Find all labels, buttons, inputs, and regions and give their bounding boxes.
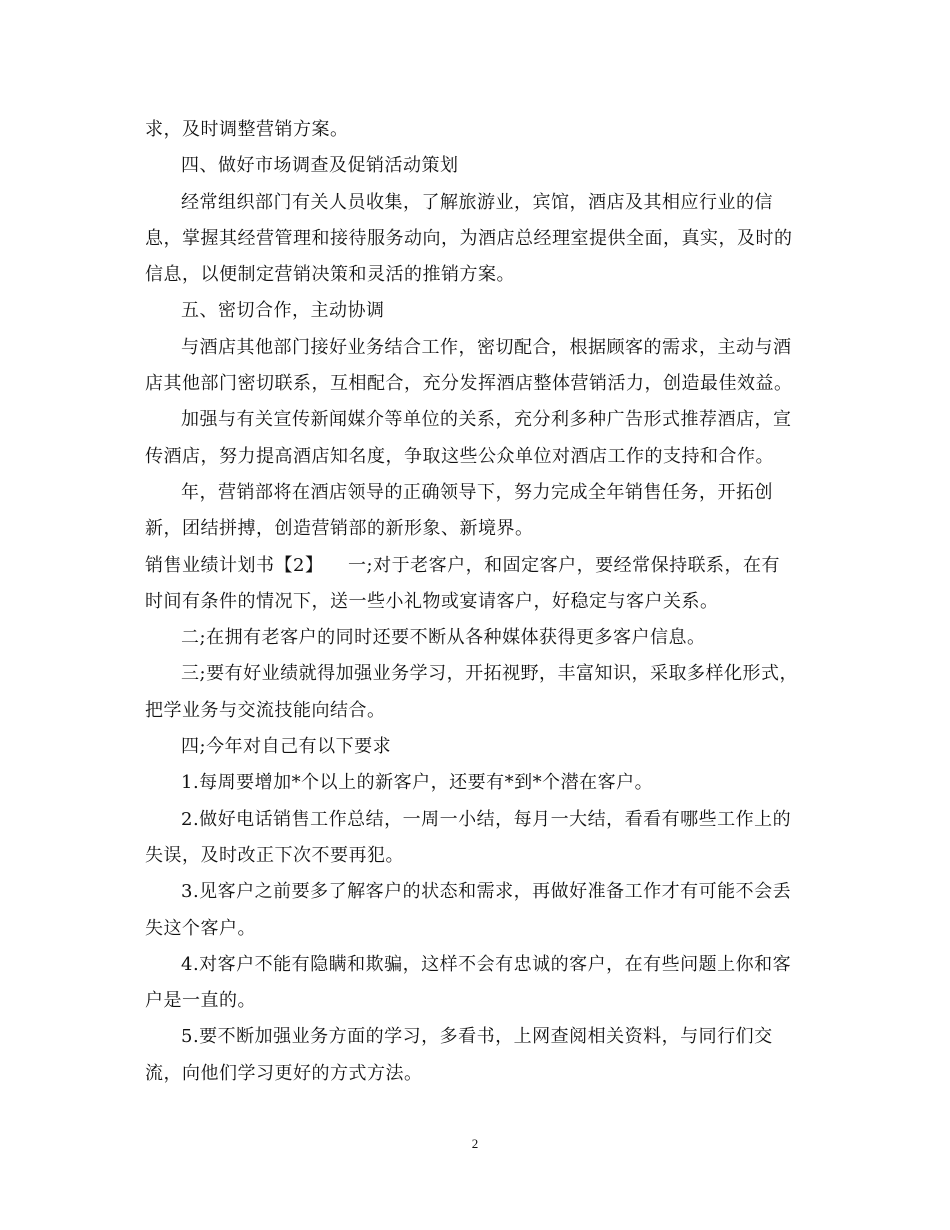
paragraph-line: 一;对于老客户，和固定客户，要经常保持联系，在有 (348, 554, 781, 576)
paragraph-line: 失这个客户。 (145, 917, 256, 939)
list-item: 3.见客户之前要多了解客户的状态和需求，再做好准备工作才有可能不会丢 (181, 881, 792, 903)
paragraph-line: 与酒店其他部门接好业务结合工作，密切配合，根据顾客的需求，主动与酒 (181, 336, 792, 358)
list-item: 1.每周要增加*个以上的新客户，还要有*到*个潜在客户。 (181, 772, 654, 794)
paragraph-line: 把学业务与交流技能向结合。 (145, 699, 386, 721)
paragraph-line: 经常组织部门有关人员收集，了解旅游业，宾馆，酒店及其相应行业的信 (181, 191, 773, 213)
document-body (145, 112, 805, 1092)
paragraph-line: 传酒店，努力提高酒店知名度，争取这些公众单位对酒店工作的支持和合作。 (145, 445, 774, 467)
paragraph-line: 流，向他们学习更好的方式方法。 (145, 1062, 423, 1084)
paragraph-line: 新，团结拼搏，创造营销部的新形象、新境界。 (145, 518, 534, 540)
paragraph-line: 息，掌握其经营管理和接待服务动向，为酒店总经理室提供全面，真实，及时的 (145, 227, 793, 249)
section-title: 销售业绩计划书【2】 (145, 554, 324, 576)
paragraph-line: 信息，以便制定营销决策和灵活的推销方案。 (145, 264, 515, 286)
page-number: 2 (471, 1136, 479, 1151)
list-item: 5.要不断加强业务方面的学习，多看书，上网查阅相关资料，与同行们交 (181, 1026, 773, 1048)
paragraph-line: 店其他部门密切联系，互相配合，充分发挥酒店整体营销活力，创造最佳效益。 (145, 373, 793, 395)
paragraph-line: 求，及时调整营销方案。 (145, 119, 349, 140)
paragraph-line: 失误，及时改正下次不要再犯。 (145, 844, 404, 866)
paragraph-line: 户是一直的。 (145, 990, 256, 1012)
paragraph-line: 年，营销部将在酒店领导的正确领导下，努力完成全年销售任务，开拓创 (181, 481, 773, 503)
paragraph-line: 时间有条件的情况下，送一些小礼物或宴请客户，好稳定与客户关系。 (145, 590, 719, 612)
paragraph-line: 加强与有关宣传新闻媒介等单位的关系，充分利多种广告形式推荐酒店，宣 (181, 409, 792, 431)
list-item: 2.做好电话销售工作总结，一周一小结，每月一大结，看看有哪些工作上的 (181, 808, 792, 830)
section-heading: 五、密切合作，主动协调 (181, 300, 385, 322)
list-item: 4.对客户不能有隐瞒和欺骗，这样不会有忠诚的客户，在有些问题上你和客 (181, 953, 792, 975)
paragraph-line: 四;今年对自己有以下要求 (181, 736, 392, 758)
section-title-line (145, 548, 805, 584)
section-heading: 四、做好市场调查及促销活动策划 (181, 155, 459, 177)
paragraph-line: 三;要有好业绩就得加强业务学习，开拓视野，丰富知识，采取多样化形式， (181, 663, 799, 685)
paragraph-line: 二;在拥有老客户的同时还要不断从各种媒体获得更多客户信息。 (181, 627, 706, 649)
